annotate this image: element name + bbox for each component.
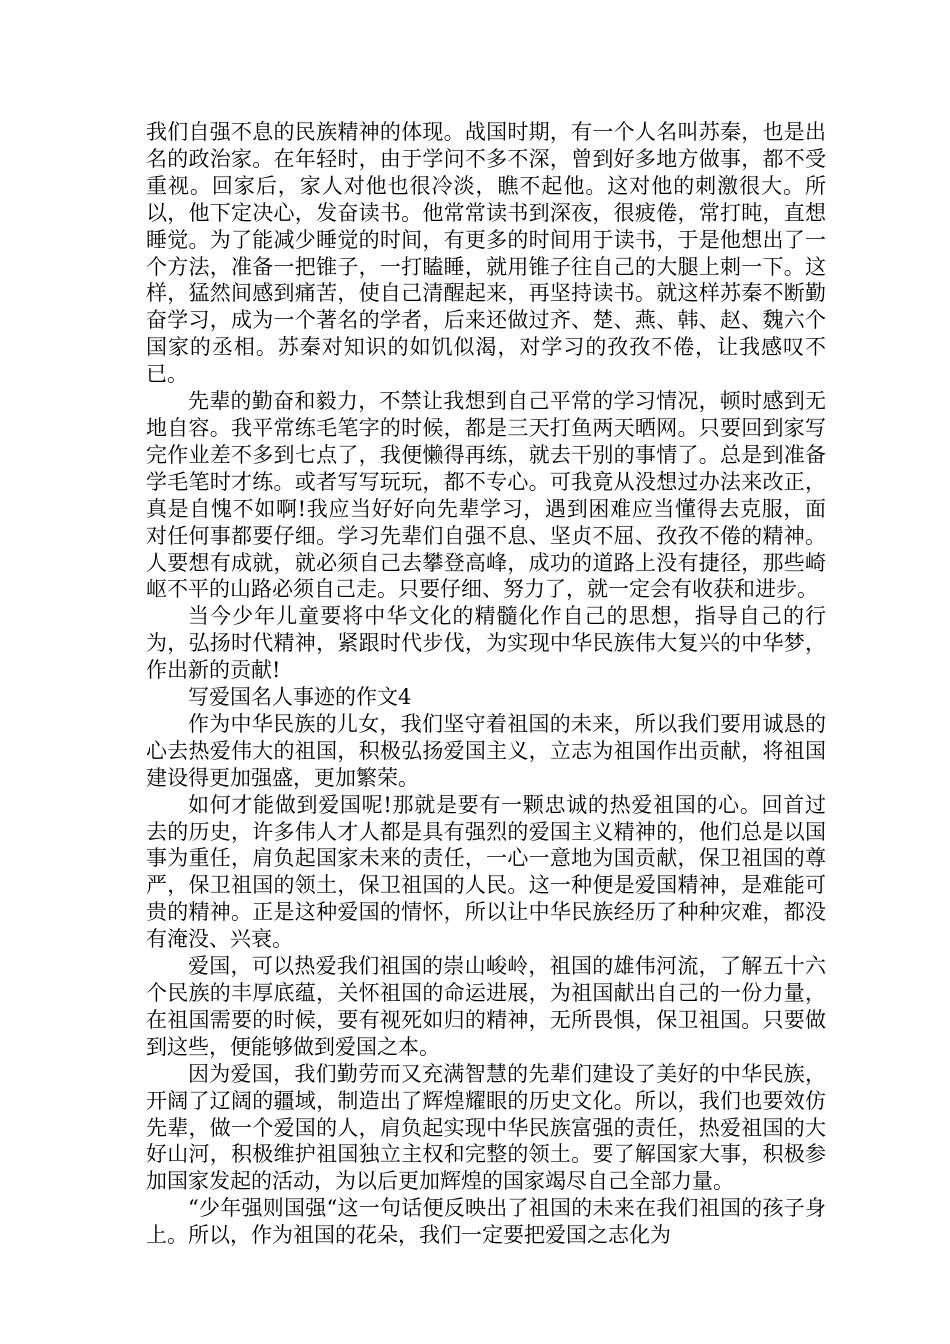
paragraph: 先辈的勤奋和毅力，不禁让我想到自己平常的学习情况，顿时感到无地自容。我平常练毛笔字的时候，都是三天打鱼两天晒网。只要回到家写完作业差不多到七点了，我便懒得再练，就去干别的事情了。总是到准备学毛笔时才练。或者写写玩玩，都不专心。可我竟从没想过办法来改正，真是自愧不如啊!我应当好好向先辈学习，遇到困难应当懂得去克服，面对任何事都要仔细。学习先辈们自强不息、坚贞不屈、孜孜不倦的精神。人要想有成就，就必须自己去攀登高峰，成功的道路上没有捷径，那些崎岖不平的山路必须自己走。只要仔细、努力了，就一定会有收获和进步。	[146, 389, 826, 602]
paragraph: 因为爱国，我们勤劳而又充满智慧的先辈们建设了美好的中华民族，开阔了辽阔的疆域，制造出了辉煌耀眼的历史文化。所以，我们也要效仿先辈，做一个爱国的人，肩负起实现中华民族富强的责任，热爱祖国的大好山河，积极维护祖国独立主权和完整的领土。要了解国家大事，积极参加国家发起的活动，为以后更加辉煌的国家竭尽自己全部力量。	[146, 1061, 826, 1194]
section-heading: 写爱国名人事迹的作文4	[188, 685, 412, 710]
paragraph: 我们自强不息的民族精神的体现。战国时期，有一个人名叫苏秦，也是出名的政治家。在年轻时，由于学问不多不深，曾到好多地方做事，都不受重视。回家后，家人对他也很冷淡，瞧不起他。这对他的刺激很大。所以，他下定决心，发奋读书。他常常读书到深夜，很疲倦，常打盹，直想睡觉。为了能减少睡觉的时间，有更多的时间用于读书，于是他想出了一个方法，准备一把锥子，一打瞌睡，就用锥子往自己的大腿上刺一下。这样，猛然间感到痛苦，使自己清醒起来，再坚持读书。就这样苏秦不断勤奋学习，成为一个著名的学者，后来还做过齐、楚、燕、韩、赵、魏六个国家的丞相。苏秦对知识的如饥似渴，对学习的孜孜不倦，让我感叹不已。	[146, 120, 826, 387]
paragraph: 爱国，可以热爱我们祖国的崇山峻岭，祖国的雄伟河流，了解五十六个民族的丰厚底蕴，关怀祖国的命运进展，为祖国献出自己的一份力量，在祖国需要的时候，要有视死如归的精神，无所畏惧，保卫祖国。只要做到这些，便能够做到爱国之本。	[146, 954, 826, 1059]
paragraph: 作为中华民族的儿女，我们坚守着祖国的未来，所以我们要用诚恳的心去热爱伟大的祖国，积极弘扬爱国主义，立志为祖国作出贡献，将祖国建设得更加强盛，更加繁荣。	[146, 711, 826, 790]
paragraph: 如何才能做到爱国呢!那就是要有一颗忠诚的热爱祖国的心。回首过去的历史，许多伟人才人都是具有强烈的爱国主义精神的，他们总是以国事为重任，肩负起国家未来的责任，一心一意地为国贡献，保卫祖国的尊严，保卫祖国的领土，保卫祖国的人民。这一种便是爱国精神，是难能可贵的精神。正是这种爱国的情怀，所以让中华民族经历了种种灾难，都没有淹没、兴衰。	[146, 792, 826, 952]
paragraph: “少年强则国强“这一句话便反映出了祖国的未来在我们祖国的孩子身上。所以，作为祖国的花朵，我们一定要把爱国之志化为	[146, 1196, 826, 1248]
document-body	[146, 119, 826, 1249]
paragraph: 当今少年儿童要将中华文化的精髓化作自己的思想，指导自己的行为，弘扬时代精神，紧跟时代步伐，为实现中华民族伟大复兴的中华梦，作出新的贡献!	[146, 604, 826, 683]
